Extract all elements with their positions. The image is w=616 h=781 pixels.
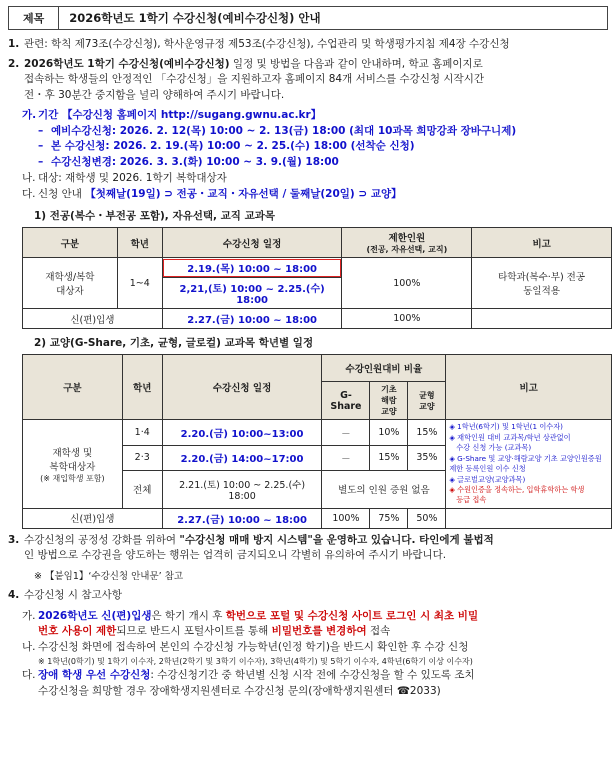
cell2-gshare-14: － [322,420,370,445]
bigo-note-1: ◈ 1학년(6학기) 및 1학년(1 이수자) [449,422,563,432]
cell2-hak-14: 1·4 [122,420,162,445]
th2-gyunhyeong: 균형 교양 [408,382,446,420]
table-row [23,420,612,445]
item-4-number: 4. [8,589,20,602]
th-hakyeon: 학년 [117,228,162,258]
th2-schedule: 수강신청 일정 [162,355,322,420]
cell2-gubun-l3: (※ 재입학생 포함) [40,473,105,483]
sub-na-mark: 나. [22,171,36,184]
cell2-merged-note: 별도의 인원 증원 없음 [322,470,446,508]
item-2-line2: 접속하는 학생들의 안정적인 「수강신청」을 지원하고자 홈페이지 84개 서비스를 수강신청 시작시간 [24,73,484,86]
item-3-line2: 인 방법으로 수강권을 양도하는 행위는 엄격히 금지되오니 각별히 유의하여 주시기 바랍니다. [24,549,447,562]
table-liberal-header-row-1 [23,355,612,382]
th-limit [342,228,472,258]
item-4-ga [22,609,608,641]
cell-bigo-major-l2: 동일적용 [523,286,560,298]
sub-da-mark: 다. [22,187,36,200]
cell-hak-1-4: 1~4 [117,258,162,309]
item-4-ga-mid: 은 학기 개시 후 [151,609,226,622]
th2-hakyeon: 학년 [122,355,162,420]
cell2-gubun-l1: 재학생 및 [52,447,93,459]
title-row [8,6,608,30]
sub-da-label: 신청 안내 [38,187,86,200]
bigo-note-7: 등급 접속 [449,495,487,505]
item-4-ga-post3: 접속 [366,625,391,638]
item-4-da-body [38,668,475,700]
cell2-gyun-14: 15% [408,420,446,445]
th2-gicho: 기초 해람 교양 [370,382,408,420]
item-4-da-sub: 수강신청을 희망할 경우 장애학생지원센터로 수강신청 문의(장애학생지원센터 ☎2033) [38,684,441,697]
item-4-ga-mark: 가. [22,609,36,622]
bullet-dash-2: – [38,140,44,153]
table-major-header-row [23,228,612,258]
cell2-gubun-l2: 복학대상자 [49,461,96,473]
ga-bullet-2 [38,139,608,155]
cell-bigo-empty [472,309,612,329]
item-2-line1-post: 일정 및 방법을 다음과 같이 안내하며, 학교 홈페이지로 [229,58,483,71]
th2-gubun: 구분 [23,355,123,420]
item-1 [8,37,608,52]
table-row [23,258,612,278]
item-3-number: 3. [8,533,20,546]
cell2-gubun-new: 신(편)입생 [23,508,163,528]
bigo-note-2: ◈ 재학인원 대비 교과목/학년 상관없이 [449,432,571,442]
item-4-da-mark: 다. [22,668,36,681]
item-3-body [24,533,608,563]
item-4-heading: 수강신청 시 참고사항 [24,589,122,602]
item-4-na-mark: 나. [22,641,36,654]
cell2-sched-all: 2.21.(토) 10:00 ~ 2.25.(수) 18:00 [162,470,322,508]
item-4-da-bold: 장애 학생 우선 수강신청 [38,668,151,681]
cell2-sched-new: 2.27.(금) 10:00 ~ 18:00 [162,508,322,528]
th-limit-sub: (전공, 자유선택, 교직) [366,245,448,255]
bigo-note-4: ◈ G-Share 및 교양·해람교양 기초 교양인원증원제한 등록인원 이수 신청 [449,453,602,474]
cell2-hak-23: 2·3 [122,445,162,470]
item-1-text: 관련: 학칙 제73조(수강신청), 학사운영규정 제53조(수강신청), 수업관리 및 학생평가지침 제4장 수강신청 [24,38,510,50]
cell-gubun-current-l1: 재학생/복학 [45,272,95,284]
cell-sched-day1: 2.19.(목) 10:00 ~ 18:00 [162,258,342,278]
cell-gubun-current-l2: 대상자 [56,286,84,298]
item-4-ga-red1: 학번으로 포털 및 수강신청 사이트 로그인 시 최초 비밀 [225,609,479,622]
cell-limit-100b: 100% [342,309,472,329]
cell2-gicho-new: 75% [370,508,408,528]
item-2 [8,57,608,103]
cell2-gubun-current [23,420,123,509]
sub-ga-mark: 가. [22,108,37,121]
title-label: 제목 [8,6,59,30]
cell2-gyun-23: 35% [408,445,446,470]
item-4-ga-year: 2026학년도 신(편)입생 [38,609,152,622]
title-value: 2026학년도 1학기 수강신청(예비수강신청) 안내 [59,6,608,30]
th-schedule: 수강신청 일정 [162,228,342,258]
th-gubun: 구분 [23,228,118,258]
cell2-gyun-new: 50% [408,508,446,528]
cell2-gshare-new: 100% [322,508,370,528]
ga-bullet-1-text: 예비수강신청: 2026. 2. 12(목) 10:00 ~ 2. 13(금) 18:00 (최대 10과목 희망강좌 장바구니제) [51,124,517,137]
item-2-body [24,57,608,103]
ga-bullet-3 [38,155,608,171]
cell-limit-100a: 100% [342,258,472,309]
item-4-na-text: 수강신청 화면에 접속하여 본인의 수강신청 가능학년(인정 학기)을 반드시 확인한 후 수강 신청 [38,641,469,654]
cell2-bigo-new [446,508,612,528]
cell2-hak-all: 전체 [122,470,162,508]
th2-ratio-group: 수강인원대비 비율 [322,355,446,382]
bigo-note-3: 수강 신청 가능 (교과목) [449,443,532,453]
item-4-ga-post2: 되므로 반드시 포털사이트를 통해 [116,625,272,638]
ga-bullet-3-text: 수강신청변경: 2026. 3. 3.(화) 10:00 ~ 3. 9.(월) 18:00 [51,156,339,169]
sub-da [22,187,608,203]
item-4-da-text: : 수강신청기간 중 학년별 신청 시작 전에 수강신청을 할 수 있도록 조치 [150,668,475,681]
item-2-number: 2. [8,58,20,71]
cell2-gicho-23: 15% [370,445,408,470]
item-4-ga-red3: 비밀번호를 변경하여 [271,625,367,638]
cell2-sched-14: 2.20.(금) 10:00~13:00 [162,420,322,445]
sub-da-label-blue: 【첫째날(19일) ⊃ 전공・교직・자유선택 / 둘째날(20일) ⊃ 교양】 [85,187,402,200]
item-4-ga-red2: 번호 사용이 제한 [38,625,117,638]
item-2-line3: 전・후 30분간 중지함을 널리 양해하여 주시기 바랍니다. [24,88,285,101]
item-1-number: 1. [8,38,20,50]
ga-bullet-1 [38,124,608,140]
section-1-heading: 1) 전공(복수・부전공 포함), 자유선택, 교직 교과목 [34,210,276,223]
table-liberal [22,354,612,529]
th2-bigo: 비고 [446,355,612,420]
bigo-note-6: ◈ 수원인증을 정속하는, 입학휴학하는 학생 [449,485,585,494]
cell-gubun-new: 신(편)입생 [23,309,163,329]
th2-gshare: G-Share [322,382,370,420]
sub-ga [22,108,608,124]
cell2-gshare-23: － [322,445,370,470]
item-3-line1-mid: 을 운영하고 있습니다. 타인에게 불법적 [312,533,494,546]
bullet-dash-1: – [38,124,44,137]
table-row [23,508,612,528]
th-limit-main: 제한인원 [388,233,426,245]
item-4 [8,588,608,603]
item-4-na [22,640,608,668]
cell-bigo-major-l1: 타학과(복수·부) 전공 [498,272,586,284]
sub-ga-label: 기간 【수강신청 홈페이지 http://sugang.gwnu.ac.kr】 [38,108,322,121]
cell-sched-day2: 2,21,(토) 10:00 ~ 2.25.(수) 18:00 [162,278,342,309]
item-4-na-sub: ※ 1학년(0학기) 및 1학기 이수자, 2학년(2학기 및 3학기 이수자), 3학년(4학기) 및 5학기 이수자, 4학년(6학기 이상 이수자) [38,656,473,666]
section-2-heading: 2) 교양(G-Share, 기초, 균형, 글로컬) 교과목 학년별 일정 [34,337,314,350]
item-4-ga-body [38,609,478,641]
item-3-line1-pre: 수강신청의 공정성 강화를 위하여 [24,533,180,546]
cell2-bigo-notes [446,420,612,509]
bigo-note-5: ◈ 글로벌교양(교양과목) [449,474,526,484]
sub-na [22,171,608,187]
cell-gubun-current [23,258,118,309]
sub-da-body [38,187,402,203]
item-3 [8,533,608,563]
cell-bigo-major [472,258,612,309]
item-2-bold: 2026학년도 1학기 수강신청(예비수강신청) [24,58,230,71]
th-bigo: 비고 [472,228,612,258]
cell-sched-new: 2.27.(금) 10:00 ~ 18:00 [162,309,342,329]
item-4-da [22,668,608,700]
cell2-sched-23: 2.20.(금) 14:00~17:00 [162,445,322,470]
ga-bullet-2-text: 본 수강신청: 2026. 2. 19.(목) 10:00 ~ 2. 25.(수) 18:00 (선착순 신청) [51,140,415,153]
table-major [22,227,612,329]
item-4-na-body [38,640,473,668]
item-3-reference: ※ 【붙임1】‘수강신청 안내문’ 참고 [34,571,184,583]
cell2-gicho-14: 10% [370,420,408,445]
item-3-system-name: "수강신청 매매 방지 시스템" [179,533,313,546]
sub-na-text: 대상: 재학생 및 2026. 1학기 복학대상자 [38,171,227,184]
table-row [23,309,612,329]
bullet-dash-3: – [38,156,44,169]
